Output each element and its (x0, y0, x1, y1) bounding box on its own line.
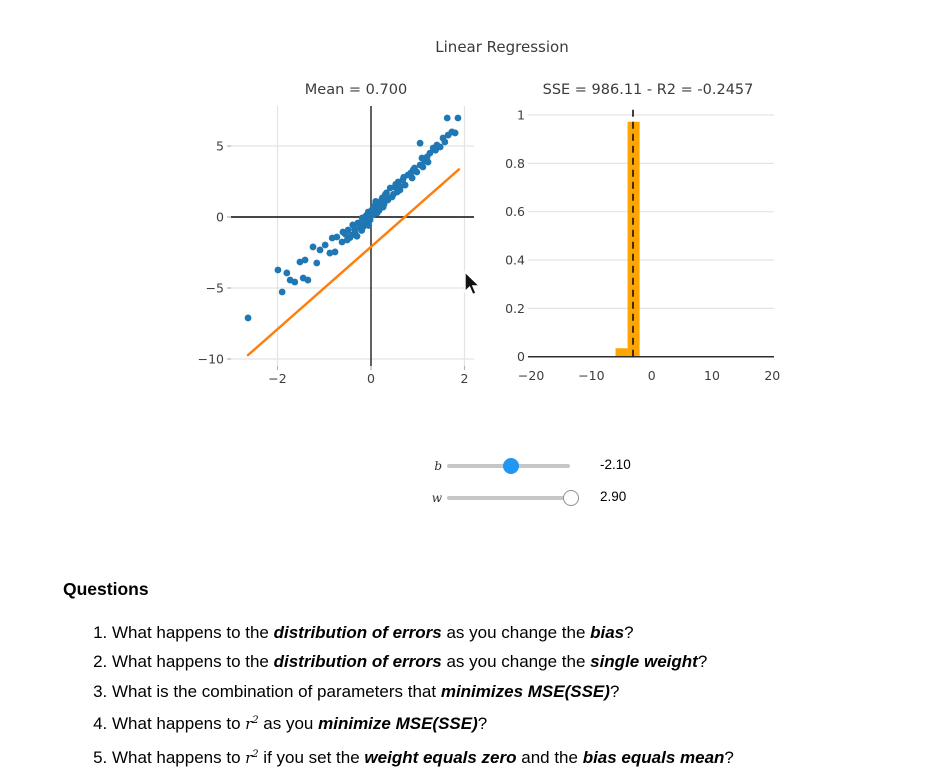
scatter-point (279, 289, 286, 296)
scatter-point (291, 279, 298, 286)
x-tick-label: 10 (704, 368, 720, 383)
questions-list (65, 618, 939, 774)
weight-slider-readout: 2.90 (600, 489, 627, 504)
histogram-bar (628, 122, 640, 357)
scatter-point (452, 130, 459, 137)
mouse-cursor-icon (463, 271, 481, 297)
x-tick-label: 0 (647, 368, 656, 383)
y-tick-label: 1 (517, 107, 525, 123)
x-tick-label: 0 (367, 371, 375, 386)
question-emphasis-text: minimize MSE(SSE) (318, 713, 478, 733)
y-tick-label: 0.2 (505, 300, 525, 316)
scatter-point (437, 144, 444, 151)
question-text: What happens to the (112, 623, 274, 642)
error-histogram-plot (505, 108, 780, 384)
y-tick-label: 0 (216, 209, 224, 225)
question-text: if you set the (258, 747, 365, 767)
bias-slider-handle[interactable] (503, 458, 519, 474)
bias-slider-track[interactable] (447, 464, 570, 468)
scatter-point (333, 234, 340, 241)
x-tick-label: 20 (764, 368, 781, 383)
question-item (112, 677, 939, 706)
scatter-point (441, 139, 448, 146)
scatter-point (409, 175, 416, 182)
y-tick-label: −5 (205, 280, 224, 296)
question-emphasis-text: distribution of errors (273, 623, 442, 642)
question-emphasis-text: single weight (590, 652, 698, 672)
figure-title: Linear Regression (435, 38, 569, 56)
x-tick-label: 2 (460, 371, 469, 386)
math-symbol: $r^2$ (245, 749, 259, 767)
question-text: ? (697, 652, 708, 672)
scatter-point (302, 257, 309, 264)
y-tick-label: 0.6 (505, 204, 525, 220)
question-text: What is the combination of parameters that (112, 681, 441, 701)
bias-slider-row (420, 455, 660, 479)
question-emphasis-text: weight equals zero (364, 747, 517, 767)
histogram-plot-title: SSE = 986.11 - R2 = -0.2457 (542, 82, 754, 98)
question-emphasis-text: minimizes MSE(SSE) (440, 681, 610, 701)
question-text: ? (624, 623, 634, 642)
scatter-point (419, 164, 426, 171)
scatter-point (354, 233, 361, 240)
scatter-point (402, 182, 409, 189)
y-tick-label: 5 (216, 138, 224, 154)
x-tick-label: −20 (517, 368, 545, 383)
question-text: as you (258, 713, 319, 733)
question-text: What happens to (112, 747, 246, 767)
histogram-bar (616, 348, 628, 356)
question-text: ? (477, 713, 488, 733)
math-symbol: $r^2$ (245, 714, 259, 733)
scatter-point (417, 140, 424, 147)
scatter-point (313, 260, 320, 267)
regression-figure (195, 28, 805, 398)
scatter-plot-title: Mean = 0.700 (304, 82, 408, 98)
bias-slider-readout: -2.10 (600, 457, 631, 472)
weight-slider-label: w (431, 491, 442, 505)
question-text: and the (516, 747, 583, 767)
scatter-point (322, 242, 329, 249)
question-emphasis-text: distribution of errors (273, 652, 442, 672)
scatter-point (455, 115, 462, 122)
weight-slider-handle[interactable] (563, 490, 579, 506)
scatter-point (425, 159, 432, 166)
scatter-point (332, 249, 339, 256)
regression-line (248, 169, 459, 355)
question-item (112, 740, 939, 774)
y-tick-label: −10 (197, 351, 224, 367)
question-item (112, 706, 939, 740)
scatter-point (283, 270, 290, 277)
scatter-point (413, 169, 420, 176)
bias-slider-label: b (434, 459, 442, 473)
x-tick-label: −2 (268, 371, 287, 386)
question-item (112, 647, 939, 676)
x-tick-label: −10 (578, 368, 605, 383)
scatter-point (317, 247, 324, 254)
scatter-point (275, 267, 282, 274)
scatter-point (444, 115, 451, 122)
question-text: ? (724, 747, 734, 767)
scatter-plot (198, 106, 474, 386)
weight-slider-row (420, 487, 660, 511)
y-tick-label: 0.8 (505, 155, 525, 171)
scatter-point (245, 315, 252, 322)
scatter-point (304, 277, 311, 284)
question-text: as you change the (441, 623, 591, 642)
questions-heading: Questions (63, 579, 149, 599)
question-emphasis-text: bias equals mean (582, 747, 725, 767)
weight-slider-track[interactable] (447, 496, 570, 500)
question-text: as you change the (441, 652, 591, 672)
question-text: What happens to the (112, 652, 274, 672)
question-item (112, 618, 939, 647)
question-emphasis-text: bias (590, 623, 625, 642)
question-text: ? (609, 681, 620, 701)
y-tick-label: 0.4 (505, 252, 525, 268)
question-text: What happens to (112, 713, 246, 733)
scatter-point (310, 244, 317, 251)
y-tick-label: 0 (517, 349, 525, 365)
